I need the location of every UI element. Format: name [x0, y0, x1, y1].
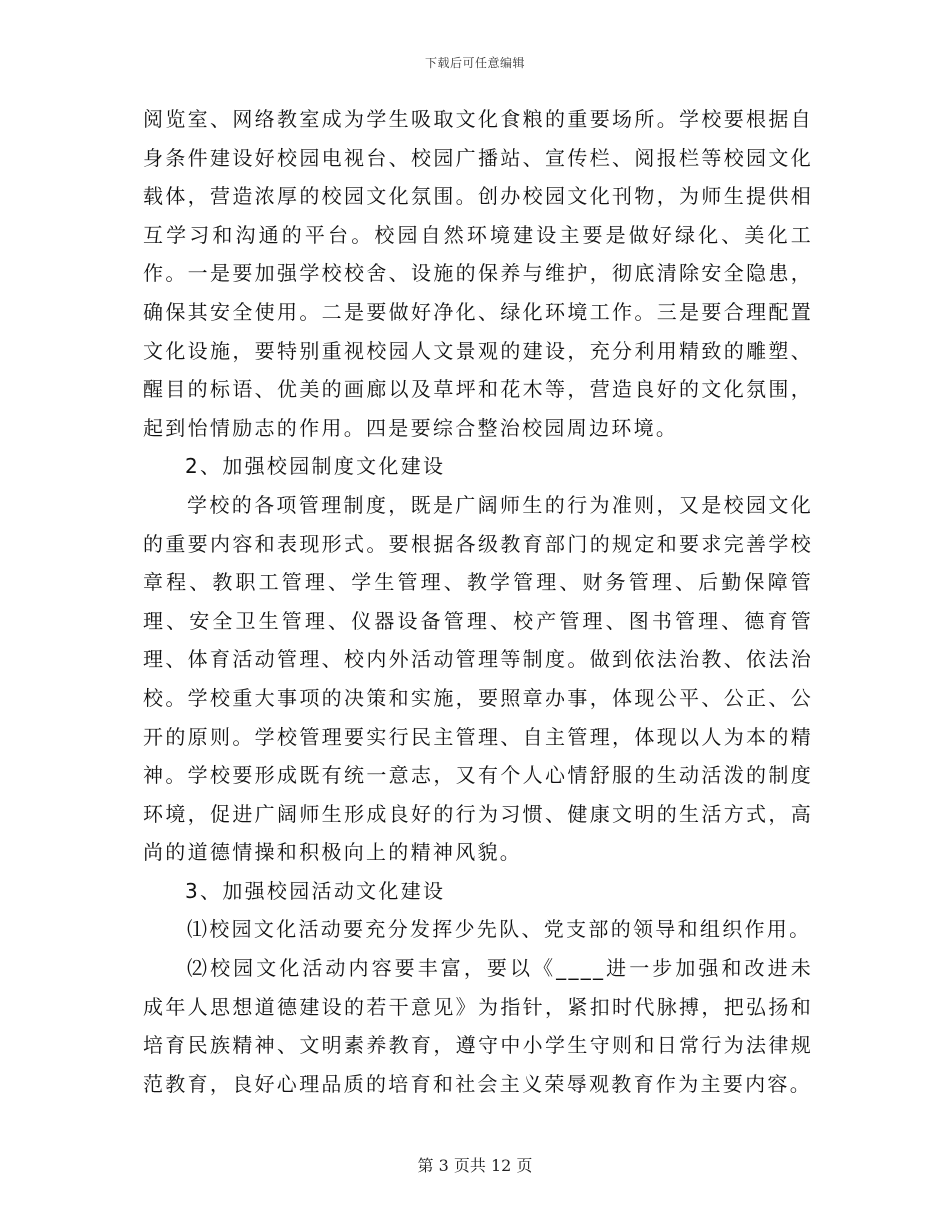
document-body [143, 100, 813, 1103]
section-heading-system-culture: 2、加强校园制度文化建设 [185, 454, 446, 479]
list-item-activity-2: ⑵校园文化活动内容要丰富，要以《____进一步加强和改进未成年人思想道德建设的若干意见》为指针，紧扣时代脉搏，把弘扬和培育民族精神、文明素养教育，遵守中小学生守则和日常行为法律规范教育，良好心理品质的培育和社会主义荣辱观教育作为主要内容。 [143, 956, 813, 1096]
section-heading-activity-culture: 3、加强校园活动文化建设 [185, 878, 446, 903]
page-header: 下载后可任意编辑 [424, 56, 525, 70]
page-number: 第 3 页共 12 页 [417, 1156, 533, 1175]
paragraph-campus-environment: 阅览室、网络教室成为学生吸取文化食粮的重要场所。学校要根据自身条件建设好校园电视台、校园广播站、宣传栏、阅报栏等校园文化载体，营造浓厚的校园文化氛围。创办校园文化刊物，为师生提供相互学习和沟通的平台。校园自然环境建设主要是做好绿化、美化工作。一是要加强学校校舍、设施的保养与维护，彻底清除安全隐患，确保其安全使用。二是要做好净化、绿化环境工作。三是要合理配置文化设施，要特别重视校园人文景观的建设，充分利用精致的雕塑、醒目的标语、优美的画廊以及草坪和花木等，营造良好的文化氛围，起到怡情励志的作用。四是要综合整治校园周边环境。 [143, 107, 813, 440]
list-item-activity-1: ⑴校园文化活动要充分发挥少先队、党支部的领导和组织作用。 [187, 917, 812, 942]
paragraph-management-system: 学校的各项管理制度，既是广阔师生的行为准则，又是校园文化的重要内容和表现形式。要根据各级教育部门的规定和要求完善学校章程、教职工管理、学生管理、教学管理、财务管理、后勤保障管理、安全卫生管理、仪器设备管理、校产管理、图书管理、德育管理、体育活动管理、校内外活动管理等制度。做到依法治教、依法治校。学校重大事项的决策和实施，要照章办事，体现公平、公正、公开的原则。学校管理要实行民主管理、自主管理，体现以人为本的精神。学校要形成既有统一意志，又有个人心情舒服的生动活泼的制度环境，促进广阔师生形成良好的行为习惯、健康文明的生活方式，高尚的道德情操和积极向上的精神风貌。 [143, 492, 813, 865]
